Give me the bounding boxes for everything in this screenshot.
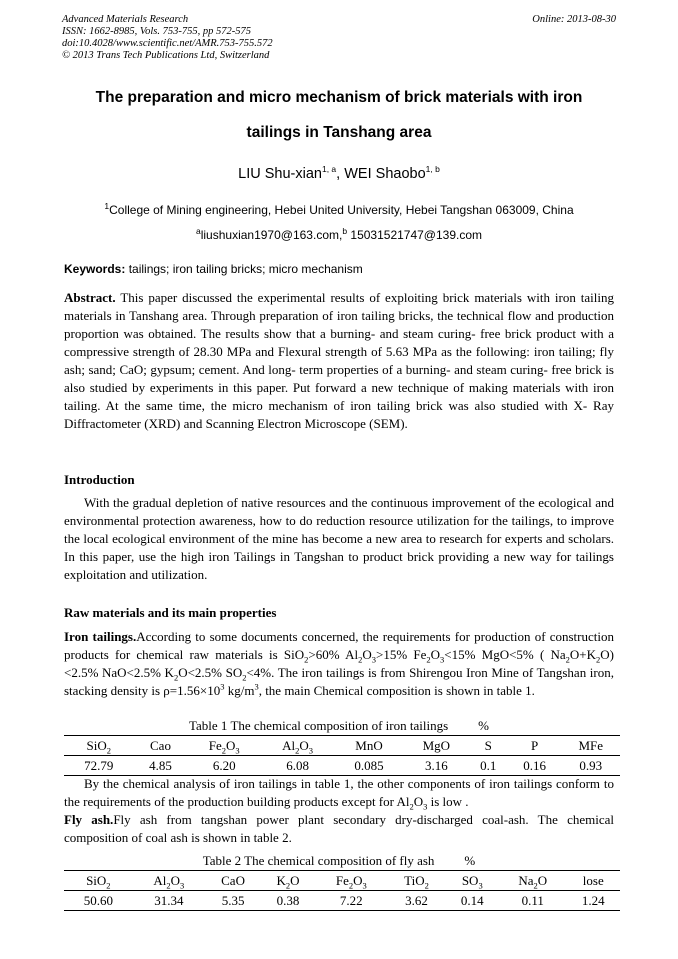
journal-copyright: © 2013 Trans Tech Publications Ltd, Switzerland [62,50,270,61]
abstract-label: Abstract. [64,290,116,305]
table-1-caption-text: Table 1 The chemical composition of iron tailings [189,718,449,733]
iron-text-9: O<2.5% SO [178,665,243,680]
table-header-cell: P [508,736,562,756]
authors [0,166,678,182]
email-a: liushuxian1970@163.com, [200,228,343,242]
keywords-label: Keywords: [64,262,126,276]
keywords-text: tailings; iron tailing bricks; micro mechanism [125,262,363,276]
table-cell: 3.16 [404,756,469,776]
table-header-cell: $Fe_2O_3$ [315,871,387,891]
paper-title-line-1: The preparation and micro mechanism of brick materials with iron [95,89,583,106]
table-cell: 7.22 [315,891,387,911]
table-1-unit: % [478,718,489,733]
table-header-cell: $Na_2O$ [499,871,567,891]
affiliation-sup: 1 [104,201,110,211]
table-cell: 5.35 [205,891,261,911]
table-cell: 0.16 [508,756,562,776]
table-header-cell: S [469,736,508,756]
table-cell: 0.14 [446,891,499,911]
author-1-sup: 1, a [321,164,337,175]
table-header-cell: $Al_2O_3$ [261,736,334,756]
table-2-unit: % [464,853,476,868]
table-2-caption [0,853,678,869]
table-cell: 0.11 [499,891,567,911]
author-2-sup: 1, b [425,164,440,175]
table-2-value-row [64,891,620,911]
table-1-caption [0,718,678,734]
abstract [64,289,614,433]
table-1-header-row [64,736,620,756]
table-1 [64,735,620,776]
table-header-cell: TiO$_2$ [388,871,446,891]
email-b: 15031521747@139.com [347,228,483,242]
after-table-1-paragraph: By the chemical analysis of iron tailings in table 1, the other components of iron tailings conform to the requirements of the production building products except for $Al_2O_3$ is low . [64,776,614,812]
table-header-cell: $Fe_2O_3$ [188,736,261,756]
table-header-cell: MgO [404,736,469,756]
iron-text-12: , the main Chemical composition is shown in table 1. [258,683,535,698]
table-cell: 0.085 [334,756,403,776]
fly-ash-text: Fly ash from tangshan power plant secondary dry-discharged coal-ash. The chemical composition of coal ash is shown in table 2. [64,812,614,845]
email-b-sup: b [342,226,348,236]
iron-text-10: <4%. The iron tailings is from Shirengou Iron Mine of Tangshan iron, stacking density is ρ=1.56×10 [64,665,614,698]
abstract-text: This paper discussed the experimental results of exploiting brick materials with iron tailing materials in Tanshang area. Through preparation of iron tailing bricks, the technical flow and production proportion was obtained. The results show that a burning- and steam curing- free brick product with a compressive strength of 28.30 MPa and Flexural strength of 5.63 MPa as the following: iron tailing; fly ash; sand; CaO; gypsum; cement. And long- term properties of a burning- and steam curing- free brick is also studied by experiments in this paper. Put forward a new technique of making materials with iron tailing. At the same time, the micro mechanism of iron tailing brick was also studied with X- Ray Diffractometer (XRD) and Scanning Electron Microscope (SEM). [64,290,614,431]
table-cell: 1.24 [567,891,620,911]
emails [0,228,678,242]
fly-ash-paragraph [64,811,614,847]
table-cell: 6.08 [261,756,334,776]
table-header-cell: Cao [133,736,187,756]
table-cell: 72.79 [64,756,133,776]
table-2-header-row [64,871,620,891]
table-2 [64,870,620,911]
table-header-cell: CaO [205,871,261,891]
paper-title-line-2: tailings in Tanshang area [246,124,432,141]
author-separator: , [336,166,345,182]
table-cell: 0.93 [562,756,620,776]
iron-tailings-label: Iron tailings. [64,629,137,644]
table-header-cell: MFe [562,736,620,756]
table-header-cell: SiO$_2$ [64,736,133,756]
iron-text-3: O [362,647,372,662]
iron-text-8: O) <2.5% NaO<2.5% K [64,647,614,680]
table-header-cell: MnO [334,736,403,756]
table-header-cell: lose [567,871,620,891]
author-2: WEI Shaobo [344,166,426,182]
affiliation [0,203,678,217]
iron-text-11: kg/m [224,683,255,698]
raw-materials-heading: Raw materials and its main properties [64,605,277,620]
journal-doi: doi:10.4028/www.scientific.net/AMR.753-755.572 [62,38,273,49]
table-header-cell: $SO_3$ [446,871,499,891]
journal-info [62,14,273,62]
table-1-value-row [64,756,620,776]
author-1: LIU Shu-xian [238,166,322,182]
table-cell: 3.62 [388,891,446,911]
journal-issn: ISSN: 1662-8985, Vols. 753-755, pp 572-575 [62,26,251,37]
journal-name: Advanced Materials Research [62,14,189,25]
table-cell: 50.60 [64,891,133,911]
iron-text-4: >15% Fe [375,647,427,662]
affiliation-text: College of Mining engineering, Hebei United University, Hebei Tangshan 063009, China [109,203,574,217]
iron-tailings-paragraph: Iron tailings.According to some documents concerned, the requirements for production of construction products for chemical raw materials is SiO$_2$>60% $Al_2O_3>15\%$ $Fe_2O_3<15\%$ MgO<5% ( $Na_2O+K_2O) <2.5\%$ NaO<2.5% $K_2O<2.5\%$ $SO_2<4\%$. The iron tailings is from Shirengou Iron Mine of Tangshan iron, stacking density is $\rho=1.56\times 10^3$ $kg/m^3$, the main Chemical composition is shown in table 1. [64,629,614,698]
fly-ash-label: Fly ash. [64,812,114,827]
iron-text-7: O+K [569,647,597,662]
table-header-cell: $K_2O$ [261,871,315,891]
after-table-1-text-2: O [413,794,424,809]
table-cell: 6.20 [188,756,261,776]
iron-text-5: O [430,647,441,662]
iron-text-6: <15% MgO<5% ( Na [444,647,566,662]
table-2-caption-text: Table 2 The chemical composition of fly ash [202,853,435,868]
introduction-text: With the gradual depletion of native resources and the continuous improvement of the ecological and environmental protection awareness, how to do reduction resource utilization for the tailings, to improve the local ecological environment of the mine has become a new area to research for experts and scholars. In this paper, use the high iron Tailings in Tangshan to product brick providing a new way for tailings exploitation and utilization. [64,495,614,582]
email-a-sup: a [195,226,201,236]
online-date: Online: 2013-08-30 [532,14,616,25]
after-table-1-text-1: By the chemical analysis of iron tailings in table 1, the other components of iron tailings conform to the requirements of the production building products except for Al [64,776,614,809]
introduction-heading: Introduction [64,472,135,487]
table-cell: 0.1 [469,756,508,776]
keywords [64,260,614,278]
table-header-cell: $Al_2O_3$ [133,871,205,891]
table-cell: 4.85 [133,756,187,776]
iron-text-1: According to some documents concerned, the requirements for production of construction products for chemical raw materials is SiO [64,629,614,662]
table-cell: 31.34 [133,891,205,911]
after-table-1-text-3: is low . [427,794,469,809]
iron-text-2: >60% Al [308,647,359,662]
table-header-cell: SiO$_2$ [64,871,133,891]
table-cell: 0.38 [261,891,315,911]
